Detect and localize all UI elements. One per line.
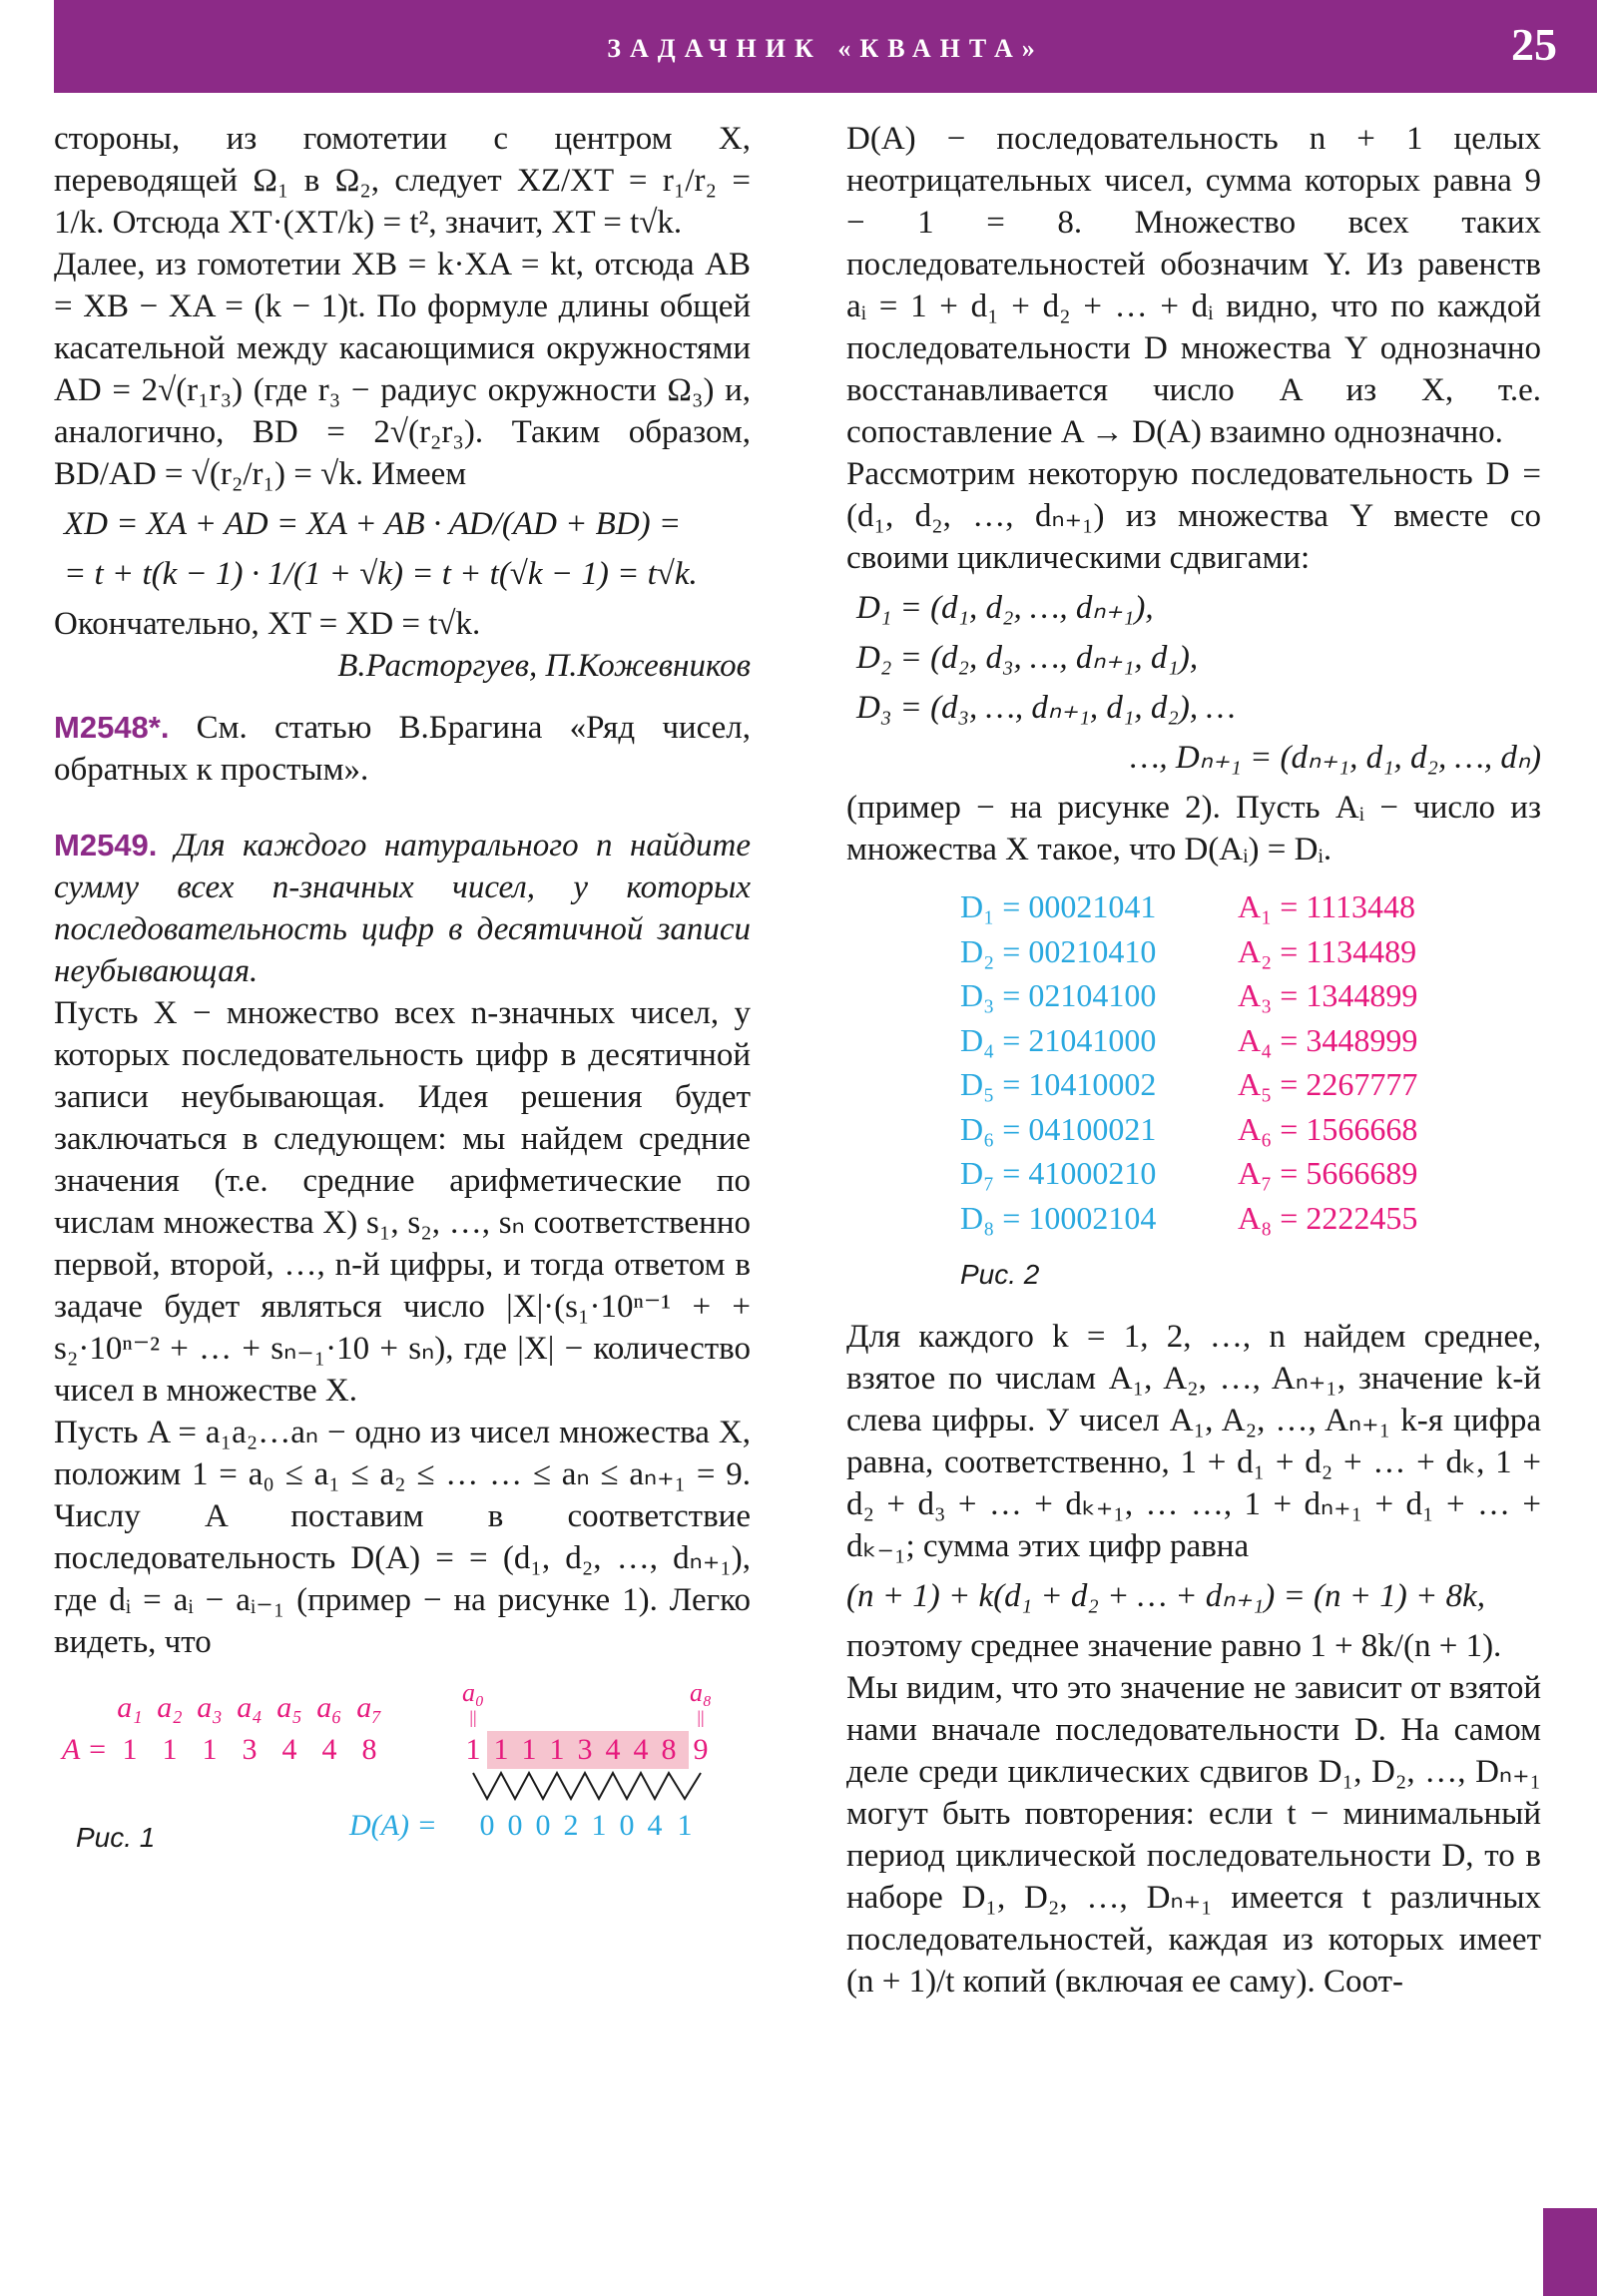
fig1-equal-mark: || xyxy=(697,1707,705,1727)
paragraph-cyclic-shifts: Рассмотрим некоторую последовательность D = (d₁, d₂, …, dₙ₊₁) из множества Y вместе со своими циклическими сдвигами: xyxy=(846,456,1541,576)
fig1-a-label: a₄ xyxy=(237,1691,263,1724)
fig1-ext-digit: 1 xyxy=(521,1733,537,1766)
fig1-ext-digit: 8 xyxy=(661,1733,677,1766)
fig1-difference-connectors xyxy=(473,1773,701,1799)
equation-xd-first: XD = XA + AD = XA + AB · AD/(AD + BD) = xyxy=(64,506,682,542)
fig1-d-digit: 2 xyxy=(563,1809,579,1842)
fig1-ext-digit: 3 xyxy=(577,1733,593,1766)
fig1-ext-digit: 4 xyxy=(605,1733,621,1766)
fig1-d-row-label: D(A) = xyxy=(349,1809,437,1842)
fig1-ext-digit: 1 xyxy=(493,1733,509,1766)
fig1-a-label: a₃ xyxy=(197,1691,223,1724)
equation-xd-second: = t + t(k − 1) · 1/(1 + √k) = t + t(√k − 1) = t√k. xyxy=(64,556,698,592)
left-column xyxy=(54,118,751,1859)
paragraph-period: Мы видим, что это значение не зависит от взятой нами вначале последовательности D. На самом деле среди циклических сдвигов D₁, D₂, …, Dₙ₊₁ могут быть повторения: если t − минимальный период циклической последовательности D, то в наборе D₁, D₂, …, Dₙ₊₁ имеется t различных последовательностей, каждая из которых имеет (n + 1)/t копий (включая ее саму). Соот- xyxy=(846,1670,1541,2000)
journal-section-title: ЗАДАЧНИК «КВАНТА» xyxy=(607,34,1044,63)
problem-id-m2549: M2549. xyxy=(54,828,158,862)
fig1-a-label: a₆ xyxy=(316,1691,342,1724)
fig2-d-cell: D₂ = 00210410 xyxy=(960,932,1157,969)
paragraph-correspondence: Пусть A = a₁a₂…aₙ − одно из чисел множества X, положим 1 = a₀ ≤ a₁ ≤ a₂ ≤ … … ≤ aₙ ≤ aₙ₊₁ = 9. Числу A поставим в соответствие последовательность D(A) = = (d₁, d₂, …, dₙ₊₁), где dᵢ = aᵢ − aᵢ₋₁ (пример − на рисунке 1). Легко видеть, что xyxy=(54,1415,751,1660)
fig1-d-digit: 1 xyxy=(677,1809,693,1842)
fig1-a-digit: 1 xyxy=(122,1733,138,1766)
fig1-d-digit: 0 xyxy=(479,1809,495,1842)
table-row xyxy=(960,929,1541,974)
fig1-ext-digit: 1 xyxy=(549,1733,565,1766)
shift-d2: D₂ = (d₂, d₃, …, dₙ₊₁, d₁), xyxy=(856,640,1199,676)
fig2-a-cell: A₅ = 2267777 xyxy=(1238,1066,1418,1102)
figure-1 xyxy=(54,1689,751,1859)
page-number: 25 xyxy=(1511,19,1557,70)
fig1-a-digit: 1 xyxy=(162,1733,178,1766)
fig2-d-cell: D₁ = 00021041 xyxy=(960,888,1157,924)
fig2-a-cell: A₃ = 1344899 xyxy=(1238,977,1418,1013)
fig2-d-cell: D₇ = 41000210 xyxy=(960,1155,1157,1191)
paragraph-example-ref: (пример − на рисунке 2). Пусть Aᵢ − число из множества X такое, что D(Aᵢ) = Dᵢ. xyxy=(846,790,1541,867)
fig1-a-row-label: A = xyxy=(62,1733,108,1766)
paragraph-conclusion: Окончательно, XT = XD = t√k. xyxy=(54,606,481,642)
fig2-d-cell: D₈ = 10002104 xyxy=(960,1199,1157,1236)
figure-1-diagram xyxy=(54,1689,751,1859)
figure-2-caption: Рис. 2 xyxy=(960,1259,1040,1290)
table-row xyxy=(960,1196,1541,1241)
table-row xyxy=(960,1018,1541,1063)
problem-m2549 xyxy=(54,825,751,992)
fig2-a-cell: A₂ = 1134489 xyxy=(1238,932,1417,969)
fig1-d-digit: 4 xyxy=(647,1809,663,1842)
fig2-a-cell: A₈ = 2222455 xyxy=(1238,1199,1418,1236)
table-row xyxy=(960,1107,1541,1152)
fig1-a-label: a₅ xyxy=(276,1691,302,1724)
figure-2-table xyxy=(960,884,1541,1240)
table-row xyxy=(960,1062,1541,1107)
fig1-a-label: a₁ xyxy=(117,1691,143,1724)
fig2-a-cell: A₇ = 5666689 xyxy=(1238,1155,1418,1191)
shift-d1: D₁ = (d₁, d₂, …, dₙ₊₁), xyxy=(856,590,1154,626)
fig1-ext-digit: 9 xyxy=(693,1733,709,1766)
paragraph-average-digit: Для каждого k = 1, 2, …, n найдем среднее, взятое по числам A₁, A₂, …, Aₙ₊₁, значение k-й слева цифры. У чисел A₁, A₂, …, Aₙ₊₁ k-я цифра равна, соответственно, 1 + d₁ + d₂ + … + dₖ, 1 + d₂ + d₃ + … + dₖ₊₁, … …, 1 + dₙ₊₁ + d₁ + … + dₖ₋₁; сумма этих цифр равна xyxy=(846,1319,1541,1564)
shift-dn1: …, Dₙ₊₁ = (dₙ₊₁, d₁, d₂, …, dₙ) xyxy=(1130,740,1541,776)
fig2-d-cell: D₃ = 02104100 xyxy=(960,977,1157,1013)
paragraph-average-value: поэтому среднее значение равно 1 + 8k/(n + 1). xyxy=(846,1628,1502,1664)
solution-authors: В.Расторгуев, П.Кожевников xyxy=(337,648,751,684)
table-row xyxy=(960,884,1541,929)
fig2-a-cell: A₁ = 1113448 xyxy=(1238,888,1415,924)
fig1-a-digit: 1 xyxy=(202,1733,218,1766)
problem-m2548-text: См. статью В.Брагина «Ряд чисел, обратных к простым». xyxy=(54,710,751,788)
fig1-d-digit: 0 xyxy=(507,1809,523,1842)
table-row xyxy=(960,1151,1541,1196)
fig1-d-digit: 0 xyxy=(619,1809,635,1842)
fig1-equal-mark: || xyxy=(469,1707,477,1727)
fig1-a8-label: a₈ xyxy=(689,1689,713,1707)
right-column xyxy=(846,118,1541,2003)
paragraph-sequence-d: D(A) − последовательность n + 1 целых неотрицательных чисел, сумма которых равна 9 − 1 = 8. Множество всех таких последовательностей обозначим Y. Из равенств aᵢ = 1 + d₁ + d₂ + … + dᵢ видно, что по каждой последовательности D множества Y однозначно восстанавливается число A из X, т.е. сопоставление A → D(A) взаимно однозначно. xyxy=(846,121,1541,450)
fig1-d-digit: 1 xyxy=(591,1809,607,1842)
fig1-ext-digit: 4 xyxy=(633,1733,649,1766)
table-row xyxy=(960,973,1541,1018)
corner-accent-block xyxy=(1543,2208,1597,2296)
fig2-d-cell: D₅ = 10410002 xyxy=(960,1066,1157,1102)
equation-digit-sum: (n + 1) + k(d₁ + d₂ + … + dₙ₊₁) = (n + 1) + 8k, xyxy=(846,1578,1485,1614)
shift-d3: D₃ = (d₃, …, dₙ₊₁, d₁, d₂), … xyxy=(856,690,1236,726)
fig1-a-digit: 4 xyxy=(321,1733,337,1766)
problem-m2549-statement: Для каждого натурального n найдите сумму всех n-значных чисел, у которых последовательность цифр в десятичной записи неубывающая. xyxy=(54,828,751,989)
fig1-a-label: a₇ xyxy=(356,1691,382,1724)
figure-1-caption: Рис. 1 xyxy=(76,1822,156,1853)
fig2-a-cell: A₄ = 3448999 xyxy=(1238,1021,1418,1058)
paragraph-solution-idea: Пусть X − множество всех n-значных чисел, у которых последовательность цифр в десятичной записи неубывающая. Идея решения будет заключаться в следующем: мы найдем средние значения (т.е. средние арифметические по числам множества X) s₁, s₂, …, sₙ соответственно первой, второй, …, n-й цифры, и тогда ответом в задаче будет являться число |X|·(s₁·10ⁿ⁻¹ + + s₂·10ⁿ⁻² + … + sₙ₋₁·10 + sₙ), где |X| − количество чисел в множестве X. xyxy=(54,995,751,1409)
fig1-a-digit: 3 xyxy=(242,1733,258,1766)
fig1-a-label: a₂ xyxy=(157,1691,183,1724)
problem-m2548 xyxy=(54,707,751,791)
fig2-d-cell: D₄ = 21041000 xyxy=(960,1021,1157,1058)
fig1-a0-label: a₀ xyxy=(461,1689,485,1707)
paragraph-tangent-length: Далее, из гомотетии XB = k·XA = kt, отсюда AB = XB − XA = (k − 1)t. По формуле длины общей касательной между касающимися окружностями AD = 2√(r₁r₃) (где r₃ − радиус окружности Ω₃) и, аналогично, BD = 2√(r₂r₃). Таким образом, BD/AD = √(r₂/r₁) = √k. Имеем xyxy=(54,247,751,492)
paragraph-homothety: стороны, из гомотетии с центром X, переводящей Ω₁ в Ω₂, следует XZ/XT = r₁/r₂ = 1/k. Отсюда XT·(XT/k) = t², значит, XT = t√k. xyxy=(54,121,751,241)
fig2-d-cell: D₆ = 04100021 xyxy=(960,1110,1157,1147)
fig2-a-cell: A₆ = 1566668 xyxy=(1238,1110,1418,1147)
page-header xyxy=(54,0,1597,93)
fig1-d-digit: 0 xyxy=(535,1809,551,1842)
fig1-a-digit: 8 xyxy=(361,1733,377,1766)
fig1-ext-digit: 1 xyxy=(465,1733,481,1766)
fig1-a-digit: 4 xyxy=(281,1733,297,1766)
problem-id-m2548: M2548*. xyxy=(54,710,170,745)
